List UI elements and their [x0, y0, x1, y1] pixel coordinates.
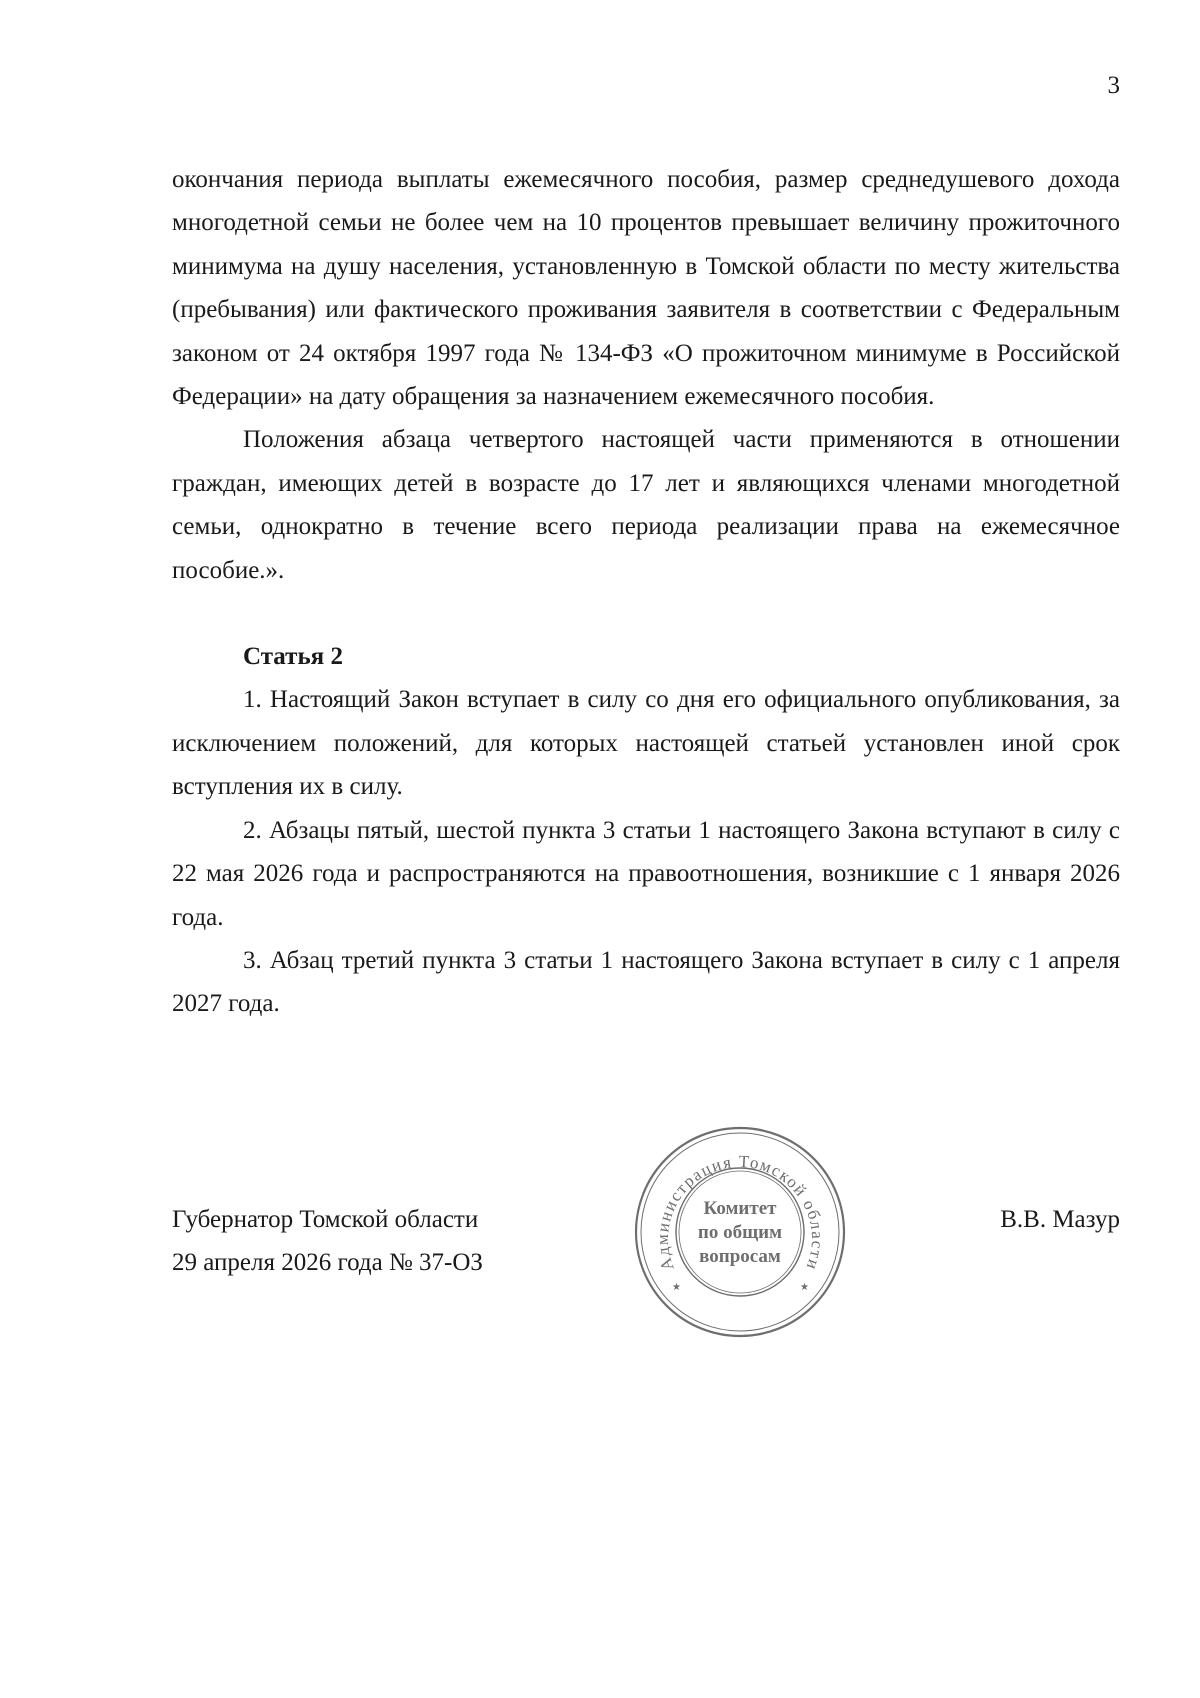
article-item-2: 2. Абзацы пятый, шестой пункта 3 статьи 1 настоящего Закона вступают в силу с 22 мая 2026 года и распространяются на правоотношения, возникшие с 1 января 2026 года. [172, 816, 1120, 931]
article-item-3: 3. Абзац третий пункта 3 статьи 1 настоящего Закона вступает в силу с 1 апреля 2027 года. [172, 946, 1120, 1018]
paragraph-provisions: Положения абзаца четвертого настоящей части применяются в отношении граждан, имеющих детей в возрасте до 17 лет и являющихся членами многодетной семьи, однократно в течение всего периода реализации права на ежемесячное пособие.». [172, 426, 1120, 584]
signature-left [172, 1198, 483, 1284]
page-number: 3 [1107, 72, 1120, 99]
official-seal-stamp [630, 1122, 850, 1342]
seal-center-line-2: по общим [697, 1222, 783, 1243]
governor-position: Губернатор Томской области [172, 1206, 479, 1233]
governor-name: В.В. Мазур [1000, 1206, 1120, 1233]
seal-ring-text: Администрация Томской области [652, 1151, 828, 1274]
article-item-1: 1. Настоящий Закон вступает в силу со дня его официального опубликования, за исключением положений, для которых настоящей статьей установлен иной срок вступления их в силу. [172, 686, 1120, 801]
seal-center-line-1: Комитет [703, 1198, 777, 1219]
paragraph-continuation: окончания периода выплаты ежемесячного пособия, размер среднедушевого дохода многодетной семьи не более чем на 10 процентов превышает величину прожиточного минимума на душу населения, установленную в Томской области по месту жительства (пребывания) или фактического проживания заявителя в соответствии с Федеральным законом от 24 октября 1997 года № 134-ФЗ «О прожиточном минимуме в Российской Федерации» на дату обращения за назначением ежемесячного пособия. [172, 166, 1120, 411]
svg-text:★: ★ [800, 1282, 809, 1293]
article-heading: Статья 2 [243, 643, 343, 671]
seal-center-line-3: вопросам [699, 1246, 781, 1267]
law-date-number: 29 апреля 2026 года № 37-ОЗ [172, 1249, 483, 1276]
svg-text:★: ★ [672, 1282, 681, 1293]
document-body [172, 158, 1120, 1026]
